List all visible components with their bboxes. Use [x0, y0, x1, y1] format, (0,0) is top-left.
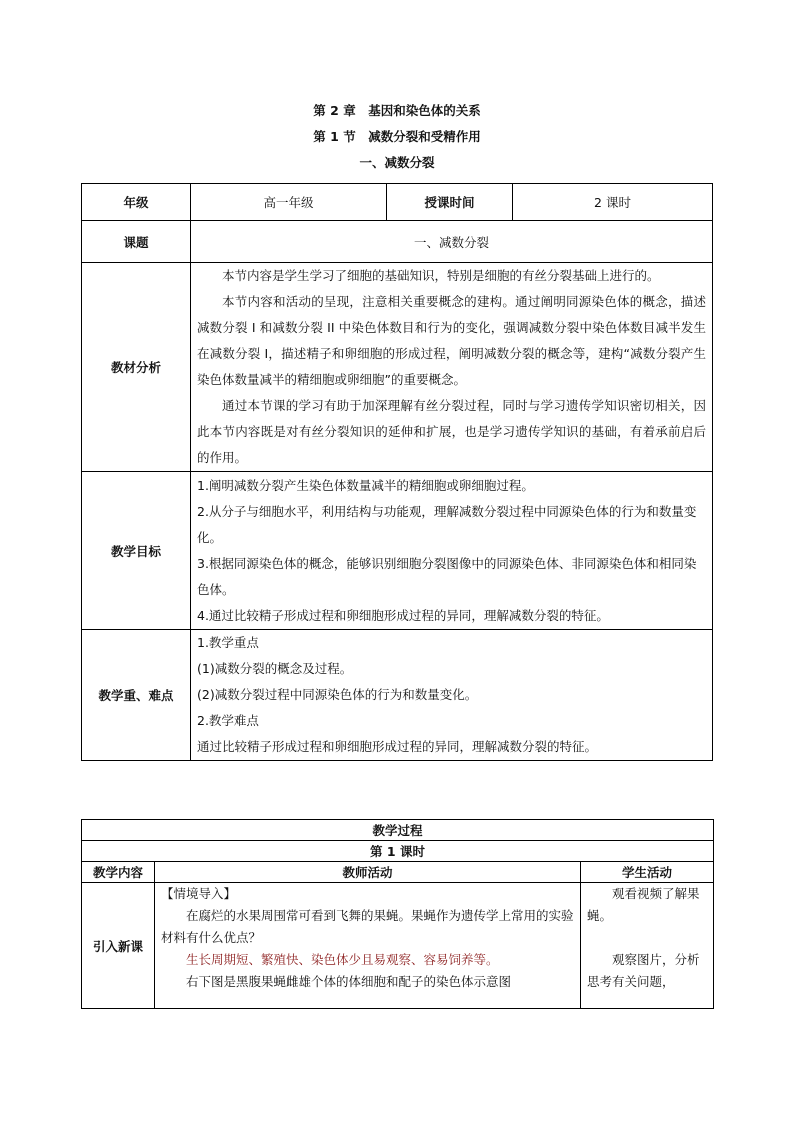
time-value: 2 课时	[513, 184, 713, 221]
goals-label: 教学目标	[82, 472, 191, 630]
keypoint-item: (2)减数分裂过程中同源染色体的行为和数量变化。	[197, 687, 478, 702]
keypoints-label: 教学重、难点	[82, 630, 191, 761]
grade-value: 高一年级	[191, 184, 387, 221]
keypoints-content	[191, 630, 713, 761]
goal-item: 2.从分子与细胞水平，利用结构与功能观，理解减数分裂过程中同源染色体的行为和数量变化。	[197, 503, 697, 545]
chapter-title: 第 2 章 基因和染色体的关系	[313, 103, 481, 118]
keypoint-item: 通过比较精子形成过程和卵细胞形成过程的异同，理解减数分裂的特征。	[197, 739, 598, 754]
teacher-question: 在腐烂的水果周围常可看到飞舞的果蝇。果蝇作为遗传学上常用的实验材料有什么优点？	[161, 908, 574, 945]
column-header-student: 学生活动	[581, 862, 714, 883]
teacher-answer: 生长周期短、繁殖快、染色体少且易观察、容易饲养等。	[186, 952, 499, 967]
analysis-label: 教材分析	[82, 263, 191, 472]
student-activity-cell	[581, 883, 714, 1009]
teaching-process-table	[81, 819, 714, 1009]
analysis-paragraph: 本节内容和活动的呈现，注意相关重要概念的建构。通过阐明同源染色体的概念，描述减数分裂 I 和减数分裂 II 中染色体数目和行为的变化，强调减数分裂中染色体数目减半发生在减数分裂 I，描述精子和卵细胞的形成过程，阐明减数分裂的概念等，建构“减数分裂产生染色体数量减半的精细胞或卵细胞”的重要概念。	[197, 294, 706, 387]
goals-row	[82, 472, 713, 630]
teacher-activity-cell	[155, 883, 581, 1009]
keypoint-item: 2.教学难点	[197, 713, 259, 728]
teacher-figure-note: 右下图是黑腹果蝇雌雄个体的体细胞和配子的染色体示意图	[186, 974, 512, 989]
topic-value: 一、减数分裂	[191, 221, 713, 263]
student-activity-item: 观察图片，分析思考有关问题，	[587, 952, 700, 989]
teacher-section-heading: 【情境导入】	[161, 886, 237, 901]
analysis-row	[82, 263, 713, 472]
goals-content	[191, 472, 713, 630]
grade-label: 年级	[82, 184, 191, 221]
topic-row	[82, 221, 713, 263]
period-label: 第 1 课时	[82, 841, 714, 862]
student-activity-item: 观看视频了解果蝇。	[587, 886, 700, 923]
column-header-content: 教学内容	[82, 862, 155, 883]
process-title-row	[82, 820, 714, 841]
keypoint-item: (1)减数分裂的概念及过程。	[197, 661, 353, 676]
intro-content-label: 引入新课	[82, 883, 155, 1009]
time-label: 授课时间	[387, 184, 513, 221]
section-title: 第 1 节 减数分裂和受精作用	[313, 129, 481, 144]
analysis-paragraph: 通过本节课的学习有助于加深理解有丝分裂过程，同时与学习遗传学知识密切相关，因此本节内容既是对有丝分裂知识的延伸和扩展，也是学习遗传学知识的基础，有着承前启后的作用。	[197, 398, 706, 465]
grade-row	[82, 184, 713, 221]
document-header	[0, 98, 794, 176]
process-title: 教学过程	[82, 820, 714, 841]
keypoints-row	[82, 630, 713, 761]
subsection-title: 一、减数分裂	[359, 155, 435, 170]
keypoint-item: 1.教学重点	[197, 635, 259, 650]
goal-item: 3.根据同源染色体的概念，能够识别细胞分裂图像中的同源染色体、非同源染色体和相同染色体。	[197, 555, 697, 597]
analysis-content	[191, 263, 713, 472]
topic-label: 课题	[82, 221, 191, 263]
goal-item: 4.通过比较精子形成过程和卵细胞形成过程的异同，理解减数分裂的特征。	[197, 607, 609, 623]
analysis-paragraph: 本节内容是学生学习了细胞的基础知识，特别是细胞的有丝分裂基础上进行的。	[222, 268, 660, 283]
period-row	[82, 841, 714, 862]
intro-row	[82, 883, 714, 1009]
lesson-plan-table	[81, 183, 713, 761]
column-header-teacher: 教师活动	[155, 862, 581, 883]
column-header-row	[82, 862, 714, 883]
goal-item: 1.阐明减数分裂产生染色体数量减半的精细胞或卵细胞过程。	[197, 477, 534, 493]
